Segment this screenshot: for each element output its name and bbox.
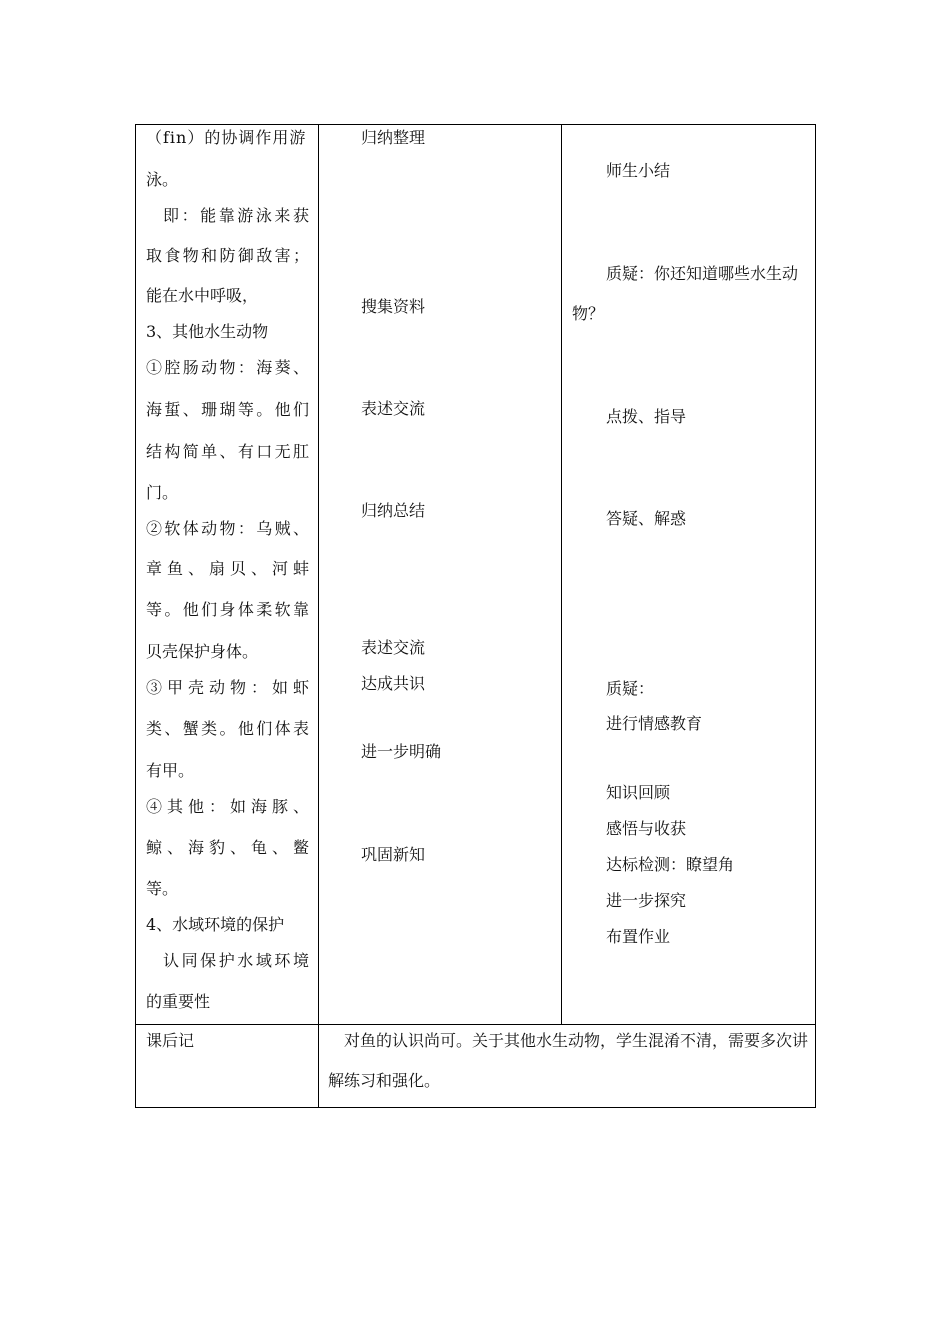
column-divider-2 xyxy=(561,124,562,1024)
activity-item: 表述交流 xyxy=(361,399,426,418)
activity-item: 搜集资料 xyxy=(361,297,426,316)
content-line: 等。 xyxy=(146,879,179,898)
section-heading: 4、水域环境的保护 xyxy=(146,915,285,934)
content-line: 海蜇、珊瑚等。他们 xyxy=(146,400,309,419)
teacher-item: 点拨、指导 xyxy=(606,407,687,426)
teacher-item: 进一步探究 xyxy=(606,891,687,910)
content-line: 门。 xyxy=(146,483,179,502)
activity-item: 达成共识 xyxy=(361,674,426,693)
content-line: 取食物和防御敌害； xyxy=(146,246,309,265)
activity-item: 进一步明确 xyxy=(361,742,442,761)
activity-item: 表述交流 xyxy=(361,638,426,657)
content-line: 等。他们身体柔软靠 xyxy=(146,600,309,619)
content-line: 即：能靠游泳来获 xyxy=(163,206,309,225)
teacher-item: 答疑、解惑 xyxy=(606,509,687,528)
footer-label: 课后记 xyxy=(146,1031,195,1050)
content-line: 有甲。 xyxy=(146,761,195,780)
content-line: 章鱼、扇贝、河蚌 xyxy=(146,559,309,578)
teacher-item: 质疑： xyxy=(606,679,655,698)
teacher-item: 进行情感教育 xyxy=(606,714,703,733)
content-line: 鲸、海豹、龟、鳖 xyxy=(146,838,309,857)
content-line: ③甲壳动物：如虾 xyxy=(146,678,309,697)
content-line: 认同保护水域环境 xyxy=(163,951,309,970)
content-line: ②软体动物：乌贼、 xyxy=(146,519,309,538)
activity-item: 归纳总结 xyxy=(361,501,426,520)
teacher-item: 感悟与收获 xyxy=(606,819,687,838)
teacher-item: 布置作业 xyxy=(606,927,671,946)
content-line: 能在水中呼吸， xyxy=(146,286,259,305)
content-line: 贝壳保护身体。 xyxy=(146,642,259,661)
teacher-item: 质疑：你还知道哪些水生动 xyxy=(606,264,799,283)
teacher-item: 达标检测：瞭望角 xyxy=(606,855,735,874)
teacher-item: 物？ xyxy=(572,304,605,323)
content-line: （fin）的协调作用游 xyxy=(146,128,307,147)
content-line: 的重要性 xyxy=(146,992,211,1011)
activity-item: 归纳整理 xyxy=(361,128,426,147)
content-line: 泳。 xyxy=(146,170,179,189)
content-line: 结构简单、有口无肛 xyxy=(146,442,309,461)
column-divider-1 xyxy=(318,124,319,1108)
content-line: ④其他：如海豚、 xyxy=(146,797,309,816)
content-line: 类、蟹类。他们体表 xyxy=(146,719,309,738)
teacher-item: 知识回顾 xyxy=(606,783,671,802)
activity-item: 巩固新知 xyxy=(361,845,426,864)
footer-note: 对鱼的认识尚可。关于其他水生动物，学生混淆不清，需要多次讲解练习和强化。 xyxy=(328,1031,809,1090)
section-heading: 3、其他水生动物 xyxy=(146,322,269,341)
content-line: ①腔肠动物：海葵、 xyxy=(146,358,309,377)
teacher-item: 师生小结 xyxy=(606,161,671,180)
